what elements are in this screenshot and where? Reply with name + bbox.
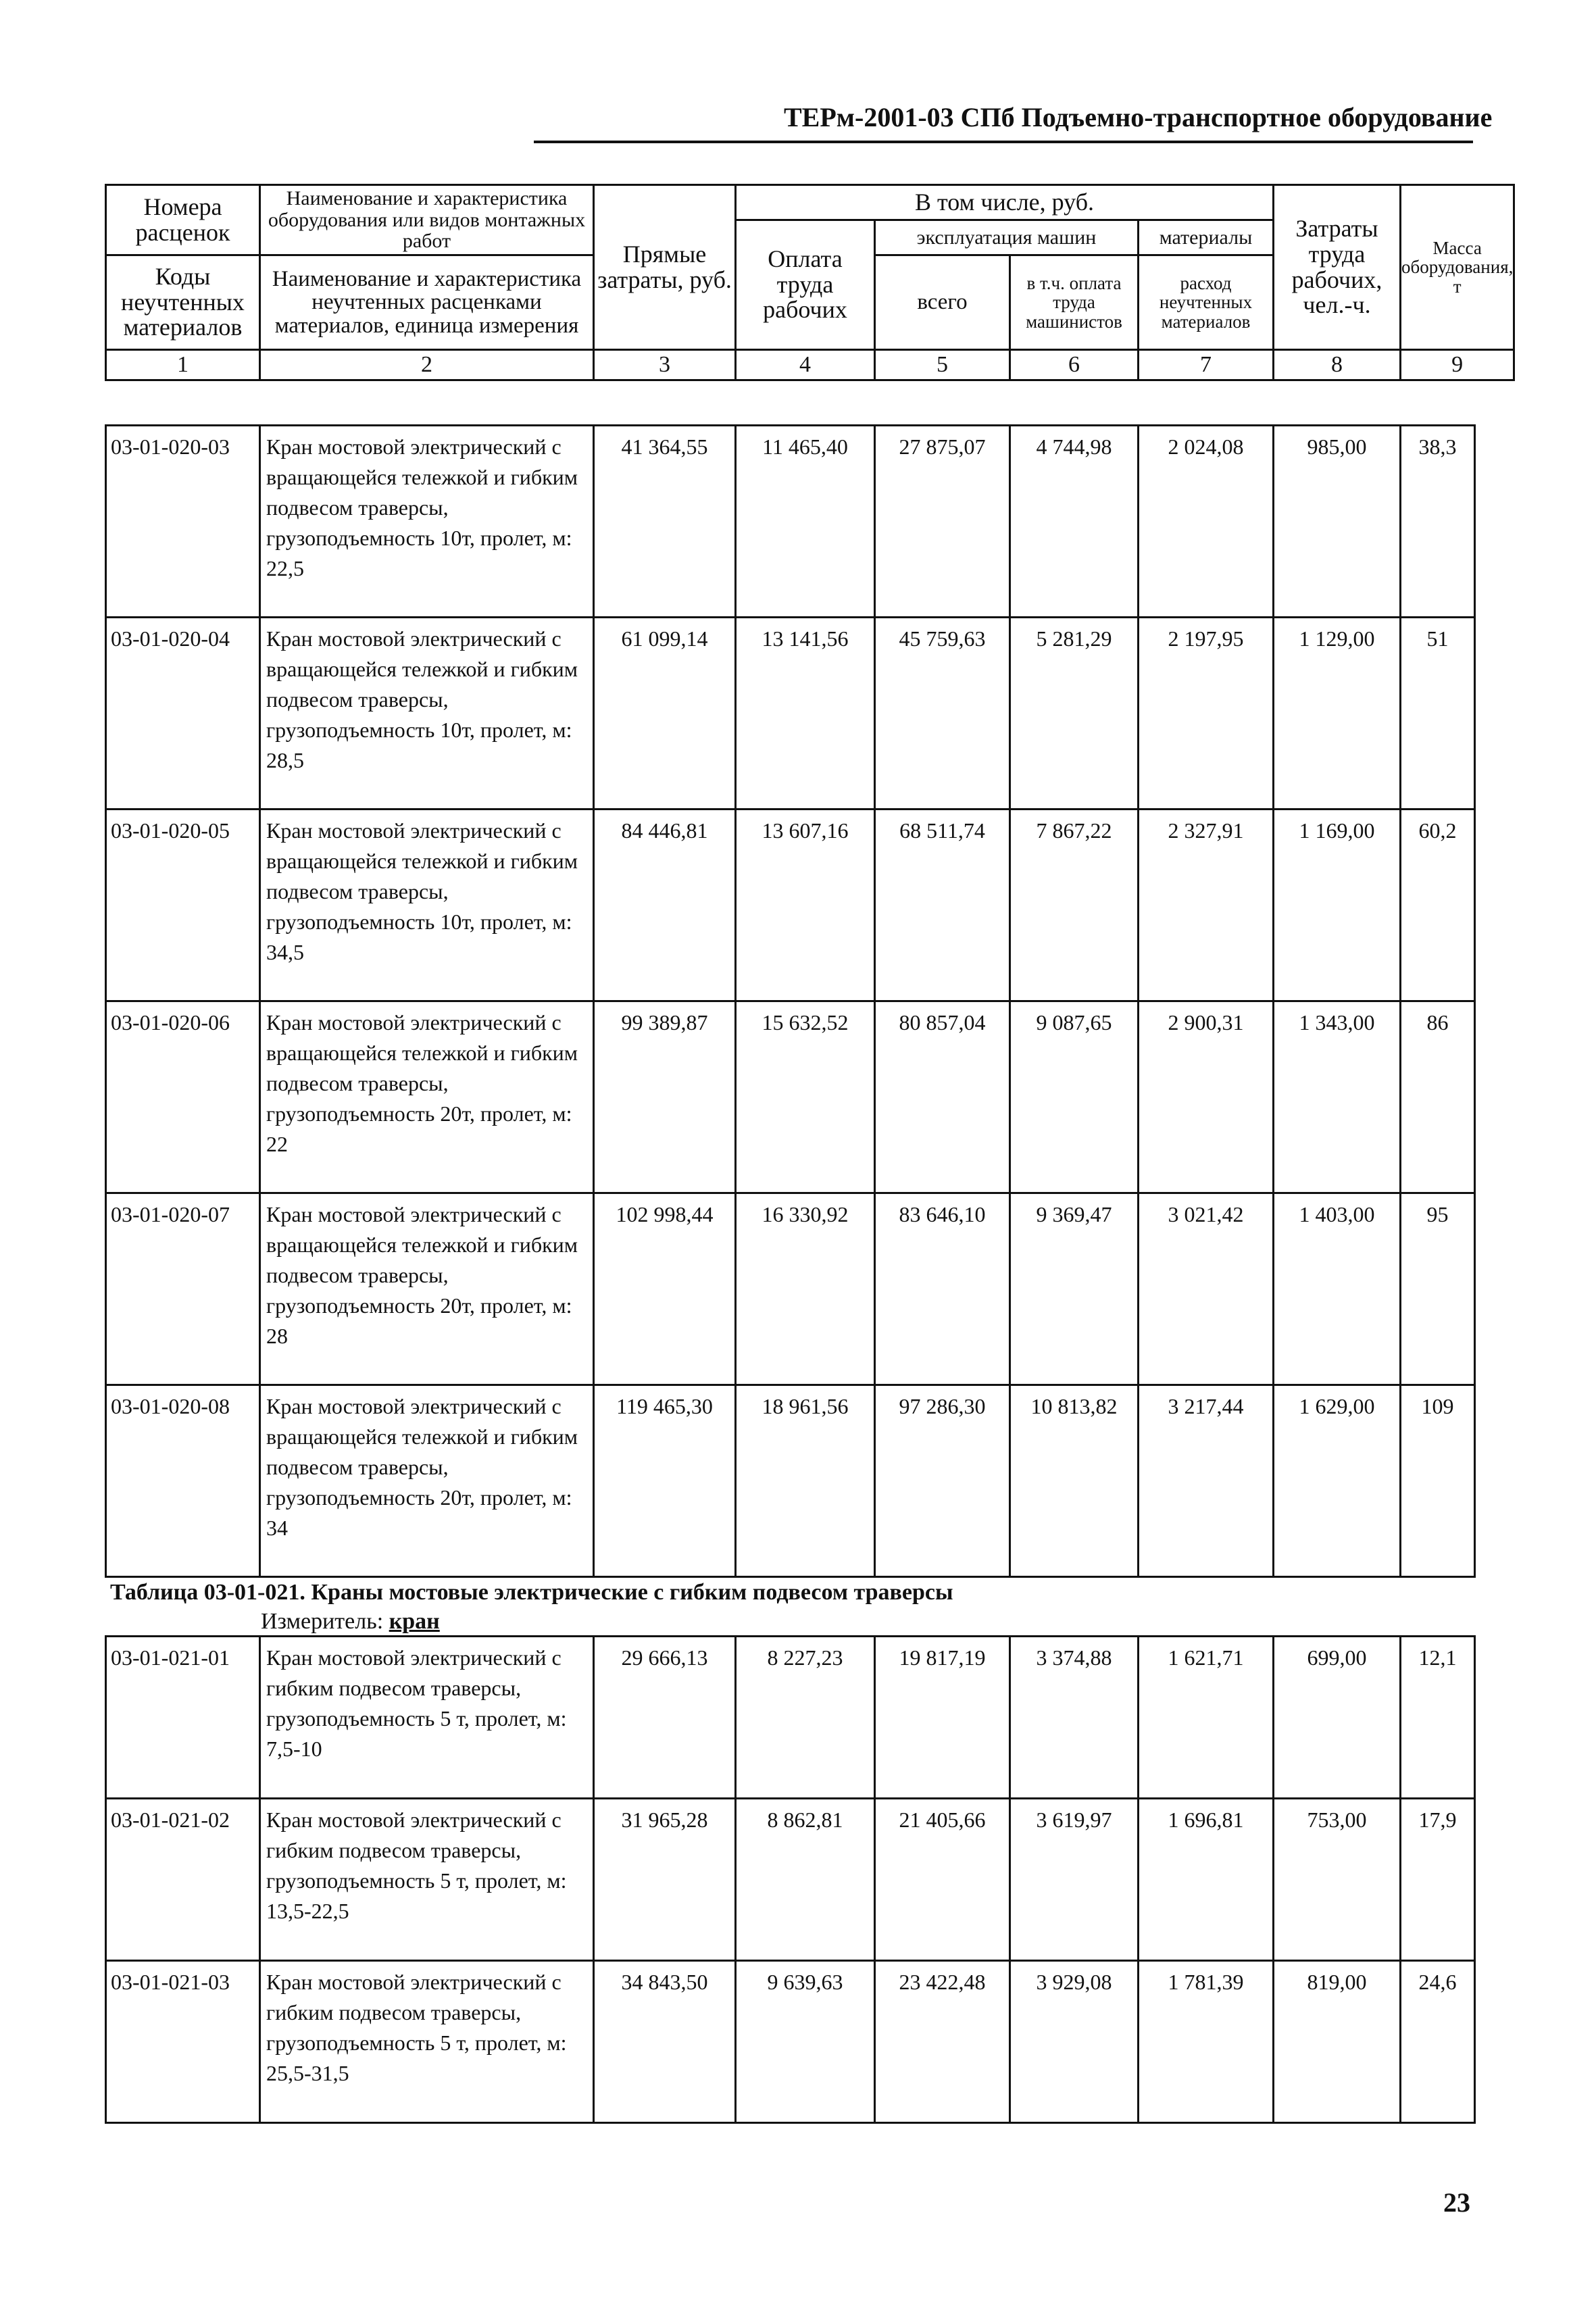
labor-hours-value: 819,00 [1274, 1961, 1401, 2123]
operator-wages-value: 10 813,82 [1010, 1385, 1139, 1577]
direct-costs-value: 99 389,87 [594, 1001, 736, 1193]
rate-code: 03-01-020-08 [106, 1385, 260, 1577]
column-number: 5 [875, 350, 1010, 380]
worker-wages-value: 11 465,40 [736, 426, 875, 618]
machines-total-value: 80 857,04 [875, 1001, 1010, 1193]
rate-description: Кран мостовой электрический с гибким подвесом траверсы, грузоподъемность 5 т, пролет, м: 25,5-31,5 [260, 1961, 594, 2123]
document-header-title: ТЕРм-2001-03 СПб Подъемно-транспортное оборудование [784, 102, 1493, 132]
direct-costs-value: 34 843,50 [594, 1961, 736, 2123]
header-unaccounted-materials-name: Наименование и характеристика неучтенных расценками материалов, единица измерения [260, 255, 594, 350]
rates-table-020 [105, 424, 1476, 1578]
direct-costs-value: 29 666,13 [594, 1637, 736, 1799]
header-divider [534, 141, 1473, 143]
materials-value: 2 327,91 [1139, 810, 1274, 1001]
operator-wages-value: 9 087,65 [1010, 1001, 1139, 1193]
materials-value: 2 024,08 [1139, 426, 1274, 618]
operator-wages-value: 3 619,97 [1010, 1799, 1139, 1961]
table-row [106, 1001, 1475, 1193]
labor-hours-value: 1 629,00 [1274, 1385, 1401, 1577]
rate-code: 03-01-021-02 [106, 1799, 260, 1961]
mass-value: 60,2 [1401, 810, 1475, 1001]
worker-wages-value: 15 632,52 [736, 1001, 875, 1193]
direct-costs-value: 84 446,81 [594, 810, 736, 1001]
header-unaccounted-codes: Коды неучтенных материалов [106, 255, 260, 350]
worker-wages-value: 16 330,92 [736, 1193, 875, 1385]
operator-wages-value: 7 867,22 [1010, 810, 1139, 1001]
direct-costs-value: 61 099,14 [594, 618, 736, 810]
operator-wages-value: 3 929,08 [1010, 1961, 1139, 2123]
unit-label: Измеритель: [261, 1609, 384, 1634]
machines-total-value: 45 759,63 [875, 618, 1010, 810]
column-number-row [106, 350, 1514, 380]
materials-value: 3 021,42 [1139, 1193, 1274, 1385]
mass-value: 109 [1401, 1385, 1475, 1577]
header-equipment-name: Наименование и характеристика оборудования или видов монтажных работ [260, 185, 594, 255]
column-number: 2 [260, 350, 594, 380]
rate-code: 03-01-020-06 [106, 1001, 260, 1193]
mass-value: 86 [1401, 1001, 1475, 1193]
table-row [106, 1799, 1475, 1961]
column-header-table [105, 184, 1515, 381]
machines-total-value: 68 511,74 [875, 810, 1010, 1001]
labor-hours-value: 1 169,00 [1274, 810, 1401, 1001]
column-number: 3 [594, 350, 736, 380]
header-machine-operation: эксплуатация машин [875, 220, 1139, 255]
mass-value: 51 [1401, 618, 1475, 810]
mass-value: 38,3 [1401, 426, 1475, 618]
labor-hours-value: 699,00 [1274, 1637, 1401, 1799]
labor-hours-value: 1 129,00 [1274, 618, 1401, 810]
operator-wages-value: 5 281,29 [1010, 618, 1139, 810]
rate-code: 03-01-021-01 [106, 1637, 260, 1799]
labor-hours-value: 985,00 [1274, 426, 1401, 618]
header-direct-costs: Прямые затраты, руб. [594, 185, 736, 350]
labor-hours-value: 753,00 [1274, 1799, 1401, 1961]
materials-value: 2 197,95 [1139, 618, 1274, 810]
materials-value: 2 900,31 [1139, 1001, 1274, 1193]
column-number: 8 [1274, 350, 1401, 380]
header-including-group: В том числе, руб. [736, 185, 1274, 220]
page-number: 23 [1443, 2187, 1470, 2218]
header-materials: материалы [1139, 220, 1274, 255]
rate-code: 03-01-020-07 [106, 1193, 260, 1385]
rate-code: 03-01-020-04 [106, 618, 260, 810]
column-number: 4 [736, 350, 875, 380]
column-number: 6 [1010, 350, 1139, 380]
header-machines-total: всего [875, 255, 1010, 350]
table-row [106, 1961, 1475, 2123]
table-row [106, 1385, 1475, 1577]
table-row [106, 618, 1475, 810]
column-number: 9 [1401, 350, 1514, 380]
machines-total-value: 21 405,66 [875, 1799, 1010, 1961]
rate-description: Кран мостовой электрический с вращающейся тележкой и гибким подвесом траверсы, грузоподъемность 20т, пролет, м: 34 [260, 1385, 594, 1577]
unit-of-measure [261, 1609, 440, 1635]
rate-description: Кран мостовой электрический с гибким подвесом траверсы, грузоподъемность 5 т, пролет, м: 13,5-22,5 [260, 1799, 594, 1961]
direct-costs-value: 41 364,55 [594, 426, 736, 618]
mass-value: 17,9 [1401, 1799, 1475, 1961]
rate-code: 03-01-021-03 [106, 1961, 260, 2123]
worker-wages-value: 18 961,56 [736, 1385, 875, 1577]
rates-table-021 [105, 1635, 1476, 2124]
machines-total-value: 23 422,48 [875, 1961, 1010, 2123]
worker-wages-value: 9 639,63 [736, 1961, 875, 2123]
rate-description: Кран мостовой электрический с вращающейся тележкой и гибким подвесом траверсы, грузоподъемность 10т, пролет, м: 22,5 [260, 426, 594, 618]
rate-code: 03-01-020-03 [106, 426, 260, 618]
operator-wages-value: 3 374,88 [1010, 1637, 1139, 1799]
rate-description: Кран мостовой электрический с вращающейся тележкой и гибким подвесом траверсы, грузоподъемность 20т, пролет, м: 22 [260, 1001, 594, 1193]
rate-code: 03-01-020-05 [106, 810, 260, 1001]
machines-total-value: 19 817,19 [875, 1637, 1010, 1799]
mass-value: 24,6 [1401, 1961, 1475, 2123]
header-rate-numbers: Номера расценок [106, 185, 260, 255]
table-row [106, 810, 1475, 1001]
direct-costs-value: 119 465,30 [594, 1385, 736, 1577]
mass-value: 95 [1401, 1193, 1475, 1385]
header-equipment-mass: Масса оборудования, т [1401, 185, 1514, 350]
machines-total-value: 27 875,07 [875, 426, 1010, 618]
header-worker-wages: Оплата труда рабочих [736, 220, 875, 350]
worker-wages-value: 13 607,16 [736, 810, 875, 1001]
labor-hours-value: 1 403,00 [1274, 1193, 1401, 1385]
table-row [106, 426, 1475, 618]
rate-description: Кран мостовой электрический с вращающейся тележкой и гибким подвесом траверсы, грузоподъемность 10т, пролет, м: 34,5 [260, 810, 594, 1001]
operator-wages-value: 4 744,98 [1010, 426, 1139, 618]
materials-value: 1 696,81 [1139, 1799, 1274, 1961]
section-title: Таблица 03-01-021. Краны мостовые электрические с гибким подвесом траверсы [110, 1580, 953, 1605]
header-labor-hours: Затраты труда рабочих, чел.-ч. [1274, 185, 1401, 350]
operator-wages-value: 9 369,47 [1010, 1193, 1139, 1385]
table-row [106, 1637, 1475, 1799]
machines-total-value: 83 646,10 [875, 1193, 1010, 1385]
materials-value: 1 781,39 [1139, 1961, 1274, 2123]
header-unaccounted-materials-use: расход неучтенных материалов [1139, 255, 1274, 350]
materials-value: 1 621,71 [1139, 1637, 1274, 1799]
labor-hours-value: 1 343,00 [1274, 1001, 1401, 1193]
column-number: 7 [1139, 350, 1274, 380]
rate-description: Кран мостовой электрический с вращающейся тележкой и гибким подвесом траверсы, грузоподъемность 10т, пролет, м: 28,5 [260, 618, 594, 810]
mass-value: 12,1 [1401, 1637, 1475, 1799]
header-operator-wages: в т.ч. оплата труда машинистов [1010, 255, 1139, 350]
column-number: 1 [106, 350, 260, 380]
rate-description: Кран мостовой электрический с вращающейся тележкой и гибким подвесом траверсы, грузоподъемность 20т, пролет, м: 28 [260, 1193, 594, 1385]
worker-wages-value: 13 141,56 [736, 618, 875, 810]
machines-total-value: 97 286,30 [875, 1385, 1010, 1577]
direct-costs-value: 102 998,44 [594, 1193, 736, 1385]
table-row [106, 1193, 1475, 1385]
worker-wages-value: 8 862,81 [736, 1799, 875, 1961]
unit-value: кран [389, 1609, 440, 1634]
direct-costs-value: 31 965,28 [594, 1799, 736, 1961]
rate-description: Кран мостовой электрический с гибким подвесом траверсы, грузоподъемность 5 т, пролет, м: 7,5-10 [260, 1637, 594, 1799]
materials-value: 3 217,44 [1139, 1385, 1274, 1577]
worker-wages-value: 8 227,23 [736, 1637, 875, 1799]
